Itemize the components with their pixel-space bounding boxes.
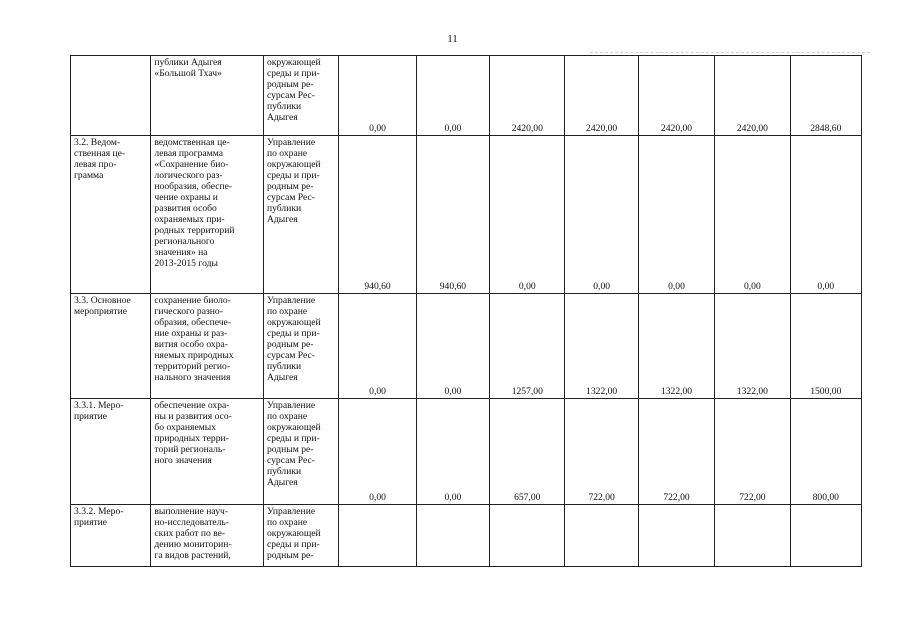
value-cell <box>490 505 565 567</box>
value-cell: 722,00 <box>715 399 790 505</box>
value-cell: 657,00 <box>490 399 565 505</box>
value-cell <box>715 505 790 567</box>
value-cell: 1322,00 <box>715 294 790 399</box>
table-row <box>71 399 862 505</box>
value-cell <box>416 505 489 567</box>
section-cell: 3.3.2. Меро- приятие <box>71 505 151 567</box>
value-cell: 1322,00 <box>638 294 714 399</box>
table-body <box>71 56 862 567</box>
value-cell: 1500,00 <box>790 294 861 399</box>
value-cell: 0,00 <box>416 399 489 505</box>
description-cell: сохранение биоло- гического разно- образия, обеспече- ние охраны и раз- вития особо охра- няемых природных территорий регио- нального значения <box>151 294 264 399</box>
description-cell: выполнение науч- но-исследователь- ских работ по ве- дению мониторин- га видов растений, <box>151 505 264 567</box>
value-cell: 940,60 <box>339 136 416 294</box>
value-cell: 722,00 <box>638 399 714 505</box>
page-number: 11 <box>447 33 458 45</box>
section-cell <box>71 56 151 136</box>
executor-cell: Управление по охране окружающей среды и при- родным ре- сурсам Рес- публики Адыгея <box>263 399 338 505</box>
scan-artifact-line <box>590 52 870 53</box>
program-funding-table <box>70 55 862 567</box>
executor-cell: Управление по охране окружающей среды и при- родным ре- сурсам Рес- публики Адыгея <box>263 294 338 399</box>
section-cell: 3.3. Основное мероприятие <box>71 294 151 399</box>
value-cell: 800,00 <box>790 399 861 505</box>
section-cell: 3.2. Ведом- ственная це- левая про- грамма <box>71 136 151 294</box>
description-cell: обеспечение охра- ны и развития осо- бо охраняемых природных терри- торий региональ- ного значения <box>151 399 264 505</box>
table-row <box>71 56 862 136</box>
table-row <box>71 294 862 399</box>
table-row <box>71 505 862 567</box>
value-cell: 0,00 <box>339 56 416 136</box>
value-cell: 0,00 <box>416 294 489 399</box>
executor-cell: окружающей среды и при- родным ре- сурсам Рес- публики Адыгея <box>263 56 338 136</box>
value-cell: 940,60 <box>416 136 489 294</box>
description-cell: ведомственная це- левая программа «Сохранение био- логического раз- нообразия, обеспе- чение охраны и развития особо охраняемых при- родных территорий регионального значения» на 2013-2015 годы <box>151 136 264 294</box>
value-cell: 2848,60 <box>790 56 861 136</box>
value-cell: 2420,00 <box>565 56 638 136</box>
executor-cell: Управление по охране окружающей среды и при- родным ре- сурсам Рес- публики Адыгея <box>263 136 338 294</box>
value-cell: 1322,00 <box>565 294 638 399</box>
section-cell: 3.3.1. Меро- приятие <box>71 399 151 505</box>
value-cell: 0,00 <box>638 136 714 294</box>
value-cell <box>565 505 638 567</box>
value-cell: 0,00 <box>565 136 638 294</box>
value-cell: 2420,00 <box>715 56 790 136</box>
value-cell <box>638 505 714 567</box>
value-cell <box>790 505 861 567</box>
executor-cell: Управление по охране окружающей среды и при- родным ре- <box>263 505 338 567</box>
value-cell: 0,00 <box>790 136 861 294</box>
value-cell: 0,00 <box>715 136 790 294</box>
table-row <box>71 136 862 294</box>
value-cell <box>339 505 416 567</box>
value-cell: 0,00 <box>339 294 416 399</box>
value-cell: 0,00 <box>339 399 416 505</box>
value-cell: 0,00 <box>490 136 565 294</box>
description-cell: публики Адыгея «Большой Тхач» <box>151 56 264 136</box>
value-cell: 722,00 <box>565 399 638 505</box>
value-cell: 2420,00 <box>638 56 714 136</box>
value-cell: 2420,00 <box>490 56 565 136</box>
value-cell: 0,00 <box>416 56 489 136</box>
value-cell: 1257,00 <box>490 294 565 399</box>
